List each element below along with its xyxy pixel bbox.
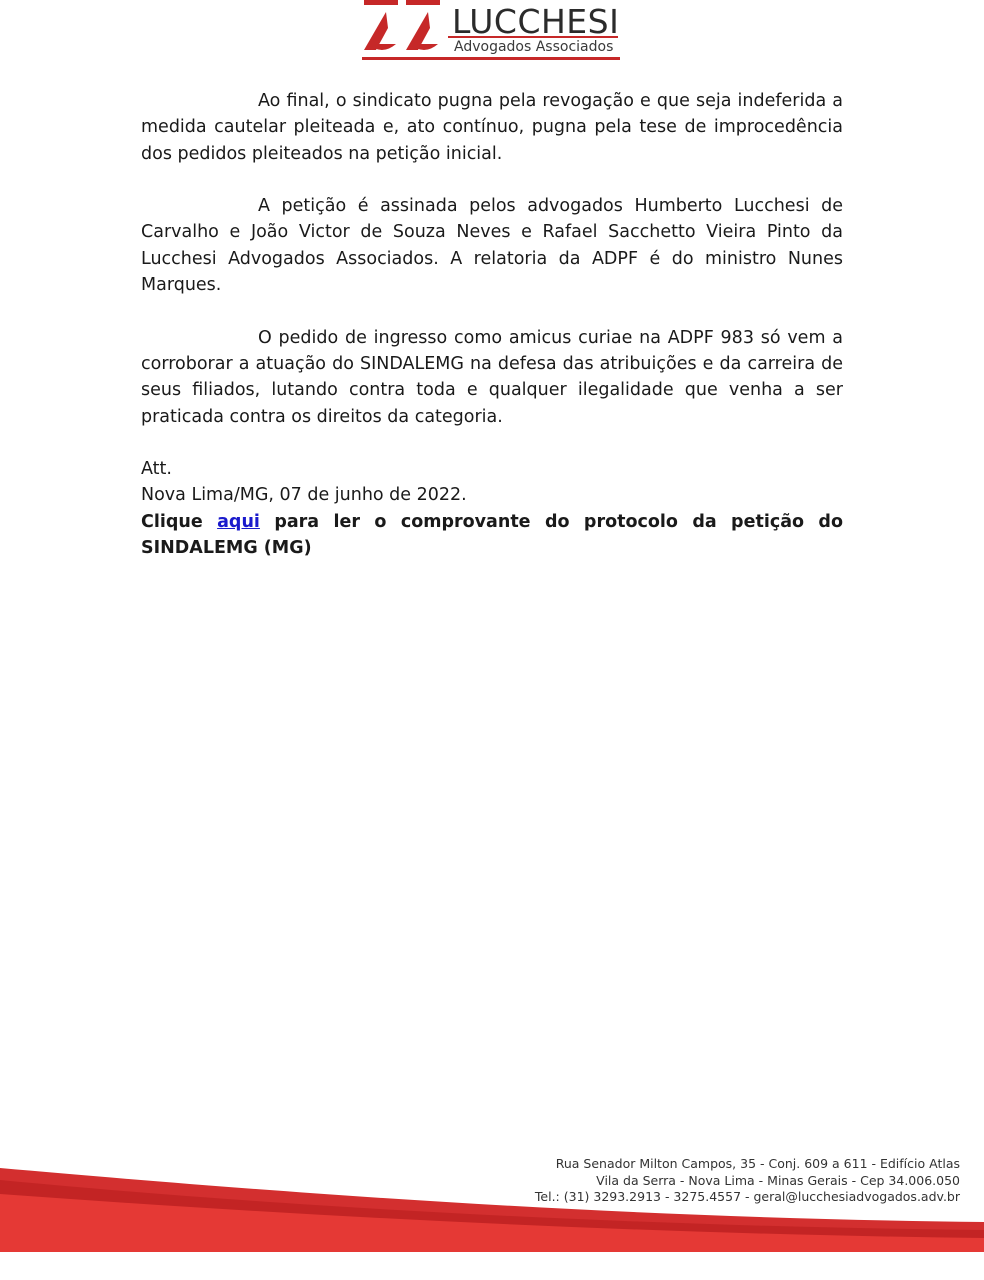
place-date: Nova Lima/MG, 07 de junho de 2022. (141, 485, 467, 506)
signoff: Att. (141, 459, 172, 480)
footer-contact-line: Tel.: (31) 3293.2913 - 3275.4557 - geral@lucchesiadvogados.adv.br (534, 1189, 960, 1204)
closing-text-after: para ler o comprovante do protocolo da petição do SINDALEMG (MG) (141, 511, 843, 559)
document-body (141, 88, 843, 561)
letterhead-header (362, 0, 624, 62)
paragraph-2: A petição é assinada pelos advogados Humberto Lucchesi de Carvalho e João Victor de Souza Neves e Rafael Sacchetto Vieira Pinto da Lucchesi Advogados Associados. A relatoria da ADPF é do ministro Nunes Marques. (141, 196, 843, 296)
brand-subtitle: Advogados Associados (454, 39, 614, 55)
footer-address-block (535, 1156, 960, 1206)
protocol-receipt-link[interactable]: aqui (217, 511, 260, 532)
closing-text-before: Clique (141, 511, 218, 532)
paragraph-1: Ao final, o sindicato pugna pela revogação e que seja indeferida a medida cautelar pleiteada e, ato contínuo, pugna pela tese de improcedência dos pedidos pleiteados na petição inicial. (141, 91, 843, 164)
closing-call-to-action (141, 509, 843, 562)
footer-address-line-2: Vila da Serra - Nova Lima - Minas Gerais - Cep 34.006.050 (596, 1172, 960, 1188)
brand-name: LUCCHESI (452, 2, 620, 41)
paragraph-3: O pedido de ingresso como amicus curiae na ADPF 983 só vem a corroborar a atuação do SINDALEMG na defesa das atribuições e da carreira de seus filiados, lutando contra toda e qualquer ilegalidade que venha a ser praticada contra os direitos da categoria. (141, 327, 843, 427)
footer-address-line-1: Rua Senador Milton Campos, 35 - Conj. 609 a 611 - Edifício Atlas (555, 1156, 960, 1171)
